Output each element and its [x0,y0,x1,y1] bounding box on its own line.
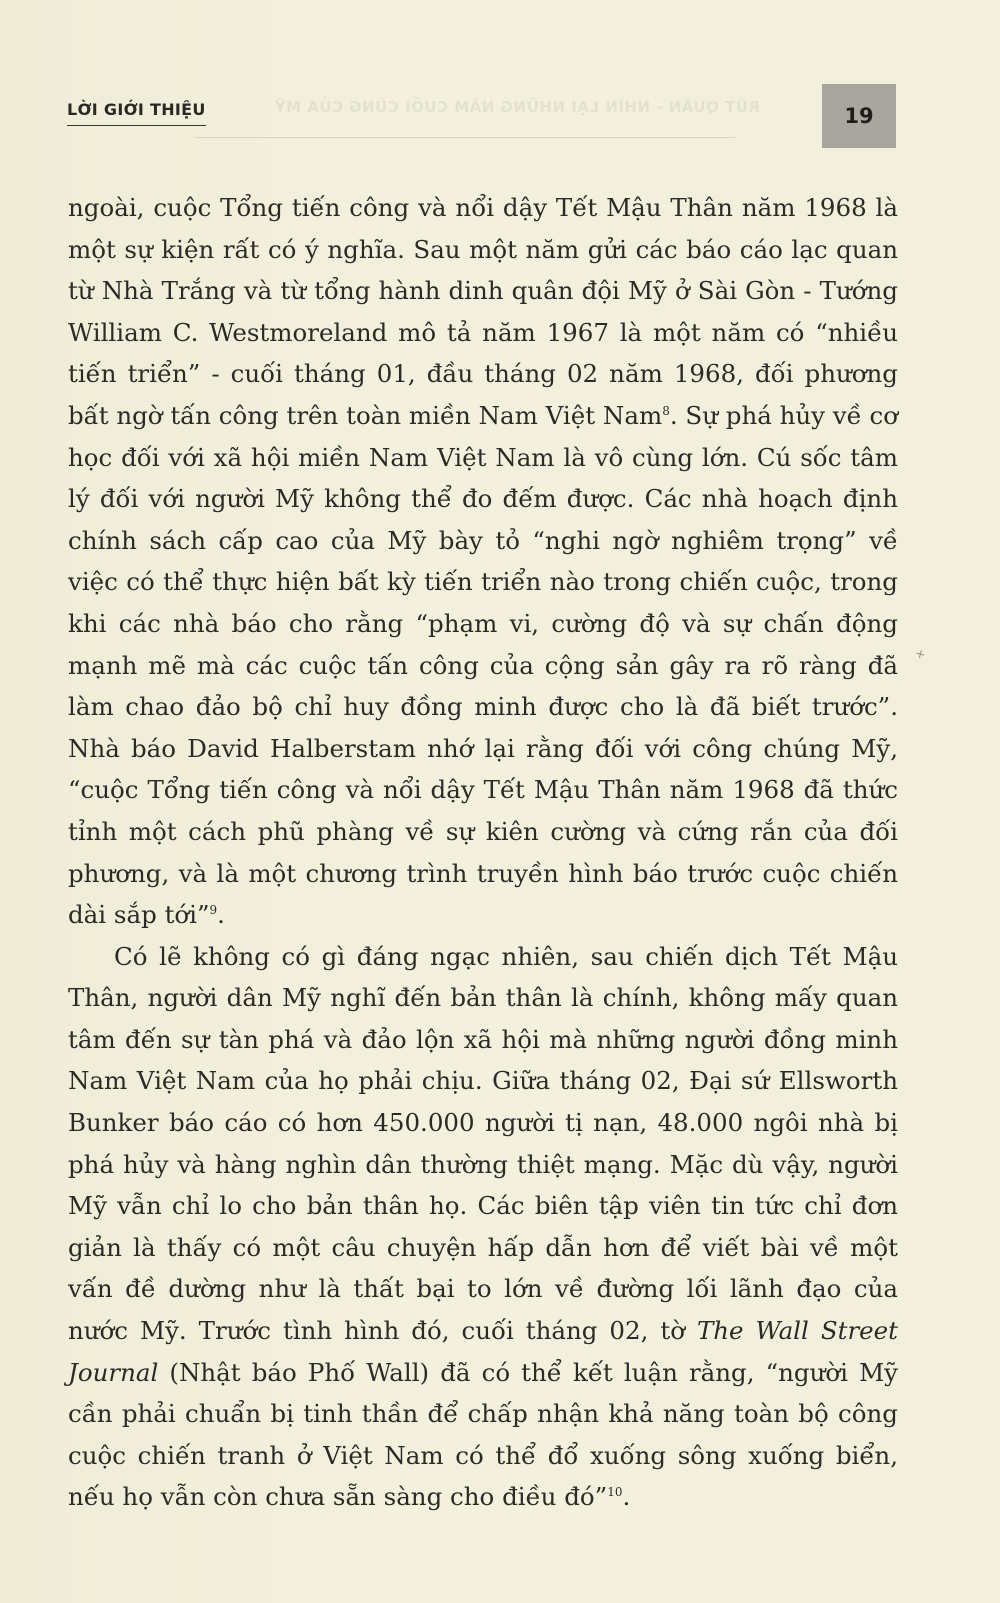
body-text [68,187,898,1518]
page-number-box [822,84,896,148]
header-rule [195,137,735,138]
text-span: ngoài, cuộc Tổng tiến công và nổi dậy Tết Mậu Thân năm 1968 là một sự kiện rất có ý nghĩa. Sau một năm gửi các báo cáo lạc quan từ Nhà Trắng và từ tổng hành dinh quân đội Mỹ ở Sài Gòn - Tướng William C. Westmoreland mô tả năm 1967 là một năm có “nhiều tiến triển” - cuối tháng 01, đầu tháng 02 năm 1968, đối phương bất ngờ tấn công trên toàn miền Nam Việt Nam [68,193,898,430]
paper-speck: ✕ [913,646,928,663]
footnote-ref-8[interactable]: 8 [662,403,670,418]
paragraph-2 [68,936,898,1518]
footnote-ref-9[interactable]: 9 [209,902,218,917]
publication-title: The Wall Street Journal [68,1316,899,1387]
text-span: (Nhật báo Phố Wall) đã có thể kết luận rằng, “người Mỹ cần phải chuẩn bị tinh thần để chấp nhận khả năng toàn bộ công cuộc chiến tranh ở Việt Nam có thể đổ xuống sông xuống biển, nếu họ vẫn còn chưa sẵn sàng cho điều đó” [68,1357,898,1512]
bleed-through-text: RÚT QUÂN - NHÌN LẠI NHỮNG NĂM CUỐI CÙNG CỦA MỸ [274,98,760,116]
section-title: LỜI GIỚI THIỆU [67,100,206,126]
page-number: 19 [844,104,874,128]
text-span: Có lẽ không có gì đáng ngạc nhiên, sau chiến dịch Tết Mậu Thân, người dân Mỹ nghĩ đến bản thân là chính, không mấy quan tâm đến sự tàn phá và đảo lộn xã hội mà những người đồng minh Nam Việt Nam của họ phải chịu. Giữa tháng 02, Đại sứ Ellsworth Bunker báo cáo có hơn 450.000 người tị nạn, 48.000 ngôi nhà bị phá hủy và hàng nghìn dân thường thiệt mạng. Mặc dù vậy, người Mỹ vẫn chỉ lo cho bản thân họ. Các biên tập viên tin tức chỉ đơn giản là thấy có một câu chuyện hấp dẫn hơn để viết bài về một vấn đề dường như là thất bại to lớn về đường lối lãnh đạo của nước Mỹ. Trước tình hình đó, cuối tháng 02, tờ [68,941,898,1346]
paragraph-1 [68,187,898,936]
footnote-ref-10[interactable]: 10 [607,1485,623,1500]
text-span: . [622,1482,631,1512]
text-span: . [217,900,225,930]
text-span: . Sự phá hủy về cơ học đối với xã hội miền Nam Việt Nam là vô cùng lớn. Cú sốc tâm lý đối với người Mỹ không thể đo đếm được. Các nhà hoạch định chính sách cấp cao của Mỹ bày tỏ “nghi ngờ nghiêm trọng” về việc có thể thực hiện bất kỳ tiến triển nào trong chiến cuộc, trong khi các nhà báo cho rằng “phạm vi, cường độ và sự chấn động mạnh mẽ mà các cuộc tấn công của cộng sản gây ra rõ ràng đã làm chao đảo bộ chỉ huy đồng minh được cho là đã biết trước”. Nhà báo David Halberstam nhớ lại rằng đối với công chúng Mỹ, “cuộc Tổng tiến công và nổi dậy Tết Mậu Thân năm 1968 đã thức tỉnh một cách phũ phàng về sự kiên cường và cứng rắn của đối phương, và là một chương trình truyền hình báo trước cuộc chiến dài sắp tới” [68,400,898,930]
